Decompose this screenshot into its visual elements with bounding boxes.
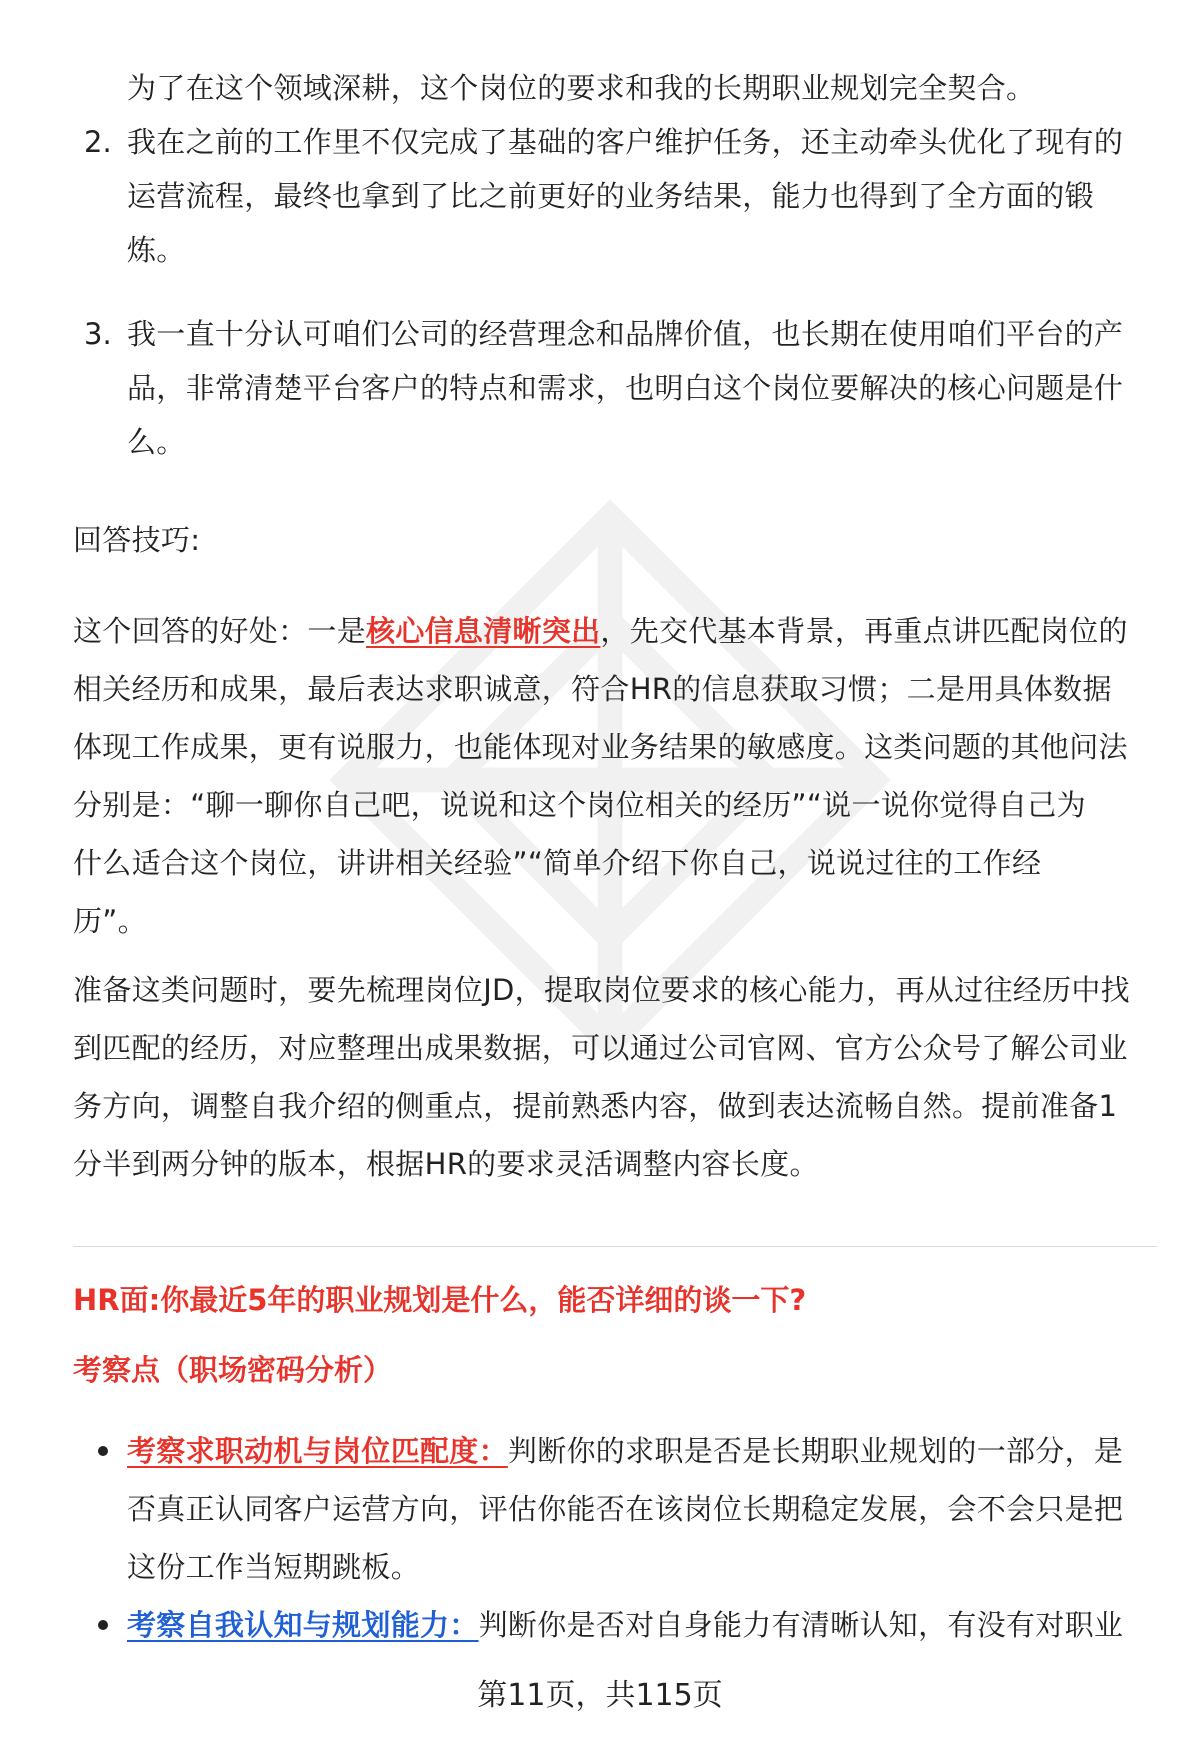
list-item-2-line-2: 运营流程，最终也拿到了比之前更好的业务结果，能力也得到了全方面的锻 xyxy=(127,179,1094,213)
bullet-dot-2 xyxy=(98,1620,108,1630)
tips-paragraph-2-line-3: 务方向，调整自我介绍的侧重点，提前熟悉内容，做到表达流畅自然。提前准备1 xyxy=(73,1089,1118,1123)
tips-paragraph-1-line-2: 相关经历和成果，最后表达求职诚意，符合HR的信息获取习惯；二是用具体数据 xyxy=(73,672,1112,706)
list-item-3-line-1: 我一直十分认可咱们公司的经营理念和品牌价值，也长期在使用咱们平台的产 xyxy=(127,317,1124,351)
bullet-2-line-1 xyxy=(127,1605,1123,1645)
list-number-3: 3. xyxy=(84,317,112,351)
tips-paragraph-1-line-3: 体现工作成果，更有说服力，也能体现对业务结果的敏感度。这类问题的其他问法 xyxy=(73,730,1128,764)
list-item-2-line-3: 炼。 xyxy=(127,233,186,267)
bullet-2-text: 判断你是否对自身能力有清晰认知，有没有对职业 xyxy=(478,1608,1124,1642)
bullet-1-line-2: 否真正认同客户运营方向，评估你能否在该岗位长期稳定发展，会不会只是把 xyxy=(127,1492,1124,1526)
bullet-1-label-link[interactable]: 考察求职动机与岗位匹配度： xyxy=(127,1434,508,1468)
bullet-2-label-link[interactable]: 考察自我认知与规划能力： xyxy=(127,1608,479,1642)
page-number-footer: 第11页，共115页 xyxy=(477,1678,723,1713)
list-item-1-tail: 为了在这个领域深耕，这个岗位的要求和我的长期职业规划完全契合。 xyxy=(127,71,1036,105)
tips-intro-text: 这个回答的好处：一是 xyxy=(73,614,367,648)
tips-paragraph-2-line-4: 分半到两分钟的版本，根据HR的要求灵活调整内容长度。 xyxy=(73,1147,819,1181)
tips-paragraph-1-line-6: 历”。 xyxy=(73,904,147,938)
list-item-2-line-1: 我在之前的工作里不仅完成了基础的客户维护任务，还主动牵头优化了现有的 xyxy=(127,125,1124,159)
tips-paragraph-1-line-4: 分别是：“聊一聊你自己吧，说说和这个岗位相关的经历”“说一说你觉得自己为 xyxy=(73,788,1086,822)
list-item-3-line-2: 品，非常清楚平台客户的特点和需求，也明白这个岗位要解决的核心问题是什 xyxy=(127,371,1124,405)
question-subtitle: 考察点（职场密码分析） xyxy=(73,1353,393,1387)
section-divider xyxy=(73,1246,1157,1247)
bullet-1-line-1 xyxy=(127,1431,1123,1471)
list-item-3-line-3: 么。 xyxy=(127,425,186,459)
tips-highlight-link[interactable]: 核心信息清晰突出 xyxy=(366,614,601,648)
tips-line1-rest: ，先交代基本背景，再重点讲匹配岗位的 xyxy=(600,614,1128,648)
tips-paragraph-1-line-1 xyxy=(73,611,1128,651)
question-title: HR面:你最近5年的职业规划是什么，能否详细的谈一下? xyxy=(73,1283,807,1317)
tips-paragraph-1-line-5: 什么适合这个岗位，讲讲相关经验”“简单介绍下你自己，说说过往的工作经 xyxy=(73,846,1042,880)
bullet-1-text: 判断你的求职是否是长期职业规划的一部分，是 xyxy=(507,1434,1124,1468)
bullet-dot-1 xyxy=(98,1446,108,1456)
tips-label: 回答技巧: xyxy=(73,523,201,557)
tips-paragraph-2-line-2: 到匹配的经历，对应整理出成果数据，可以通过公司官网、官方公众号了解公司业 xyxy=(73,1031,1128,1065)
tips-paragraph-2-line-1: 准备这类问题时，要先梳理岗位JD，提取岗位要求的核心能力，再从过往经历中找 xyxy=(73,973,1130,1007)
list-number-2: 2. xyxy=(84,125,112,159)
bullet-1-line-3: 这份工作当短期跳板。 xyxy=(127,1550,421,1584)
